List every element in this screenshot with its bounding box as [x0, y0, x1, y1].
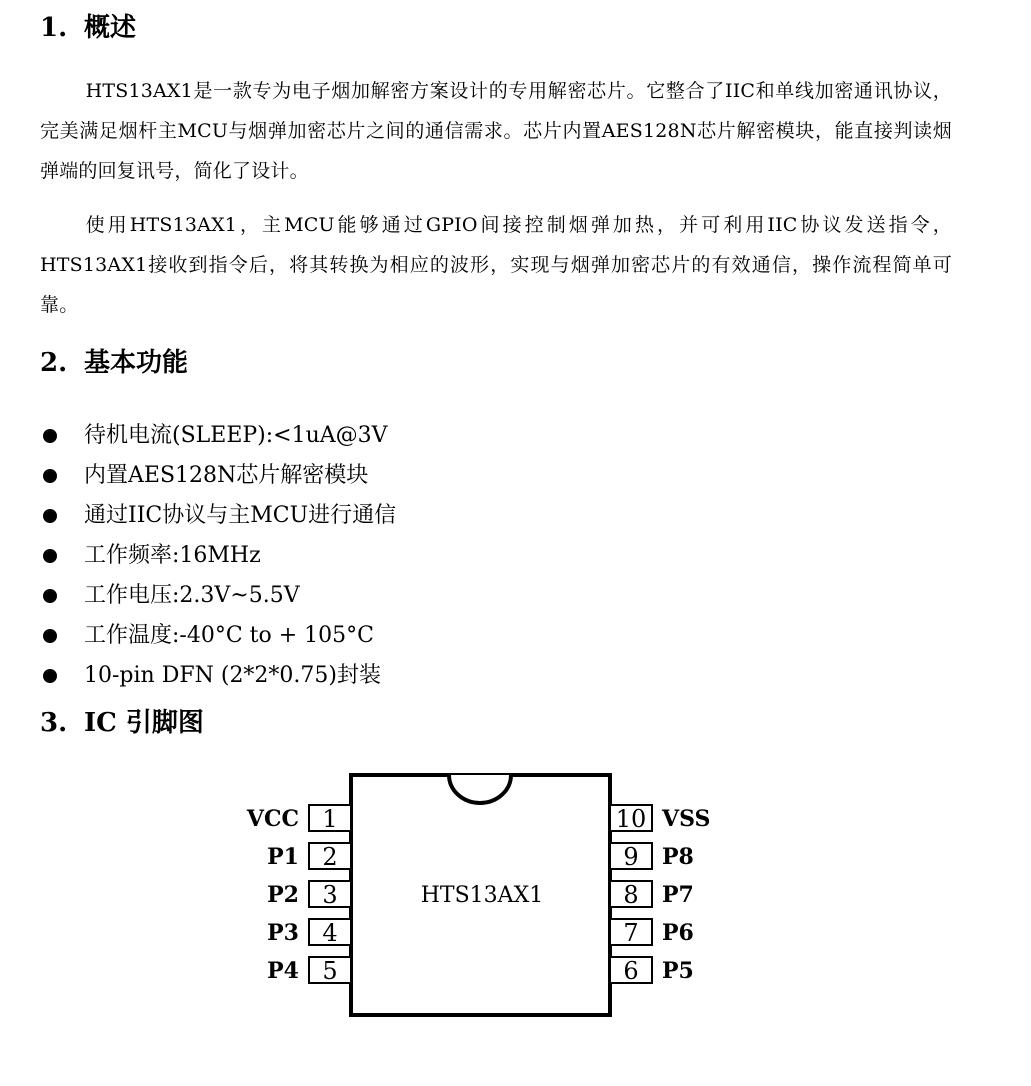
section-2-title: 基本功能	[84, 348, 189, 378]
feature-text: 待机电流(SLEEP):<1uA@3V	[84, 423, 388, 448]
overview-paragraph-1: HTS13AX1是一款专为电子烟加解密方案设计的专用解密芯片。它整合了IIC和单线加密通讯协议，完美满足烟杆主MCU与烟弹加密芯片之间的通信需求。芯片内置AES128N芯片解密模块，能直接判读烟弹端的回复讯号，简化了设计。	[40, 80, 952, 182]
feature-text: 工作频率:16MHz	[84, 543, 261, 568]
pin-number: 10	[615, 805, 647, 833]
feature-text: 通过IIC协议与主MCU进行通信	[84, 503, 397, 528]
pin-name: P3	[267, 920, 299, 946]
right-pin-9	[610, 843, 694, 871]
overview-paragraph-2: 使用HTS13AX1，主MCU能够通过GPIO间接控制烟弹加热，并可利用IIC协议发送指令，HTS13AX1接收到指令后，将其转换为相应的波形，实现与烟弹加密芯片的有效通信，操作流程简单可靠。	[40, 214, 952, 316]
section-1-title: 概述	[84, 13, 137, 43]
pin-number: 5	[322, 957, 338, 985]
pin-number: 7	[623, 919, 639, 947]
right-pin-10	[610, 805, 710, 833]
pin-name: P4	[267, 958, 299, 984]
feature-text: 工作电压:2.3V~5.5V	[84, 583, 300, 608]
section-3-number: 3.	[40, 708, 68, 738]
feature-text: 内置AES128N芯片解密模块	[84, 463, 369, 488]
right-pin-7	[610, 919, 694, 947]
pin-name: P8	[662, 844, 694, 870]
chip-name-label: HTS13AX1	[420, 883, 544, 908]
left-pin-3	[267, 881, 351, 909]
pin-number: 2	[322, 843, 338, 871]
pin-number: 8	[623, 881, 639, 909]
left-pin-4	[267, 919, 351, 947]
feature-text: 10-pin DFN (2*2*0.75)封装	[84, 663, 382, 688]
pin-number: 3	[322, 881, 338, 909]
pin-name: P2	[267, 882, 299, 908]
pin-number: 9	[623, 843, 639, 871]
right-pin-8	[610, 881, 694, 909]
left-pin-5	[267, 957, 351, 985]
right-pin-6	[610, 957, 694, 985]
pin-name: P1	[267, 844, 299, 870]
section-2-number: 2.	[40, 348, 68, 378]
pin-name: VCC	[246, 806, 299, 832]
left-pin-1	[246, 805, 351, 833]
pin-number: 1	[322, 805, 338, 833]
left-pin-2	[267, 843, 351, 871]
pin-name: P7	[662, 882, 694, 908]
pin-name: VSS	[662, 806, 711, 832]
pin-name: P6	[662, 920, 694, 946]
pin-name: P5	[662, 958, 694, 984]
feature-text: 工作温度:-40°C to + 105°C	[84, 623, 374, 648]
pin-number: 6	[623, 957, 639, 985]
section-3-title: IC 引脚图	[84, 708, 204, 738]
pin-number: 4	[322, 919, 338, 947]
section-1-number: 1.	[40, 13, 68, 43]
